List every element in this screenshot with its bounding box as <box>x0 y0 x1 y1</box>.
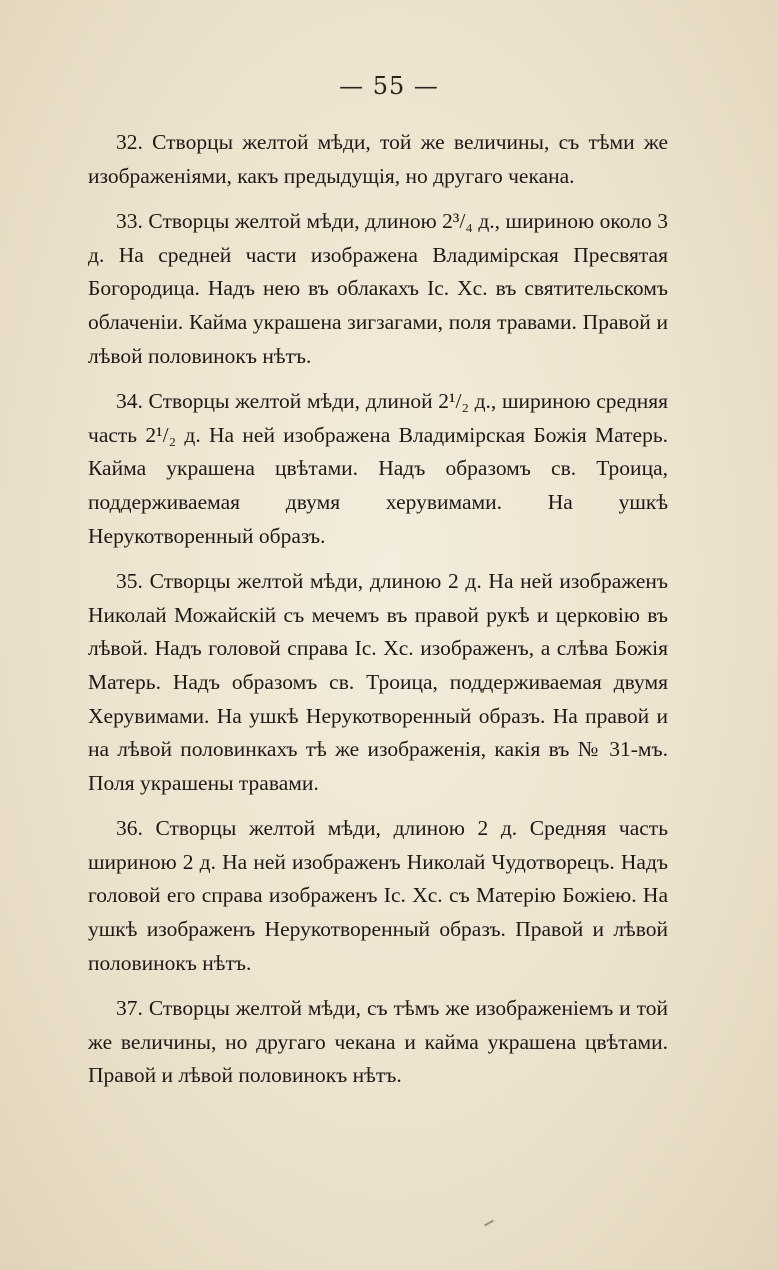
catalog-entry-36 <box>88 812 668 980</box>
paper-speck <box>484 1220 494 1227</box>
catalog-entries <box>88 126 668 1093</box>
entry-text: Створцы желтой мѣди, длиною 2 д. Средняя часть шириною 2 д. На ней изображенъ Николай Чудотворецъ. Надъ головой его справа изображенъ Іс. Хс. съ Матерію Божіею. На ушкѣ изображенъ Нерукотворенный образъ. Правой и лѣвой половинокъ нѣтъ. <box>88 816 669 975</box>
entry-text: Створцы желтой мѣди, съ тѣмъ же изображеніемъ и той же величины, но другаго чекана и кайма украшена цвѣтами. Правой и лѣвой половинокъ нѣтъ. <box>88 996 669 1088</box>
catalog-entry-32 <box>88 126 668 193</box>
entry-text: Створцы желтой мѣди, длиною 2³/₄ д., шириною около 3 д. На средней части изображена Владимірская Пресвятая Богородица. Надъ нею въ облакахъ Іс. Хс. въ святительскомъ облаченіи. Кайма украшена зигзагами, поля травами. Правой и лѣвой половинокъ нѣтъ. <box>88 209 669 368</box>
entry-number: 33. <box>116 209 143 234</box>
entry-text: Створцы желтой мѣди, длиной 2¹/₂ д., шириною средняя часть 2¹/₂ д. На ней изображена Владимірская Божія Матерь. Кайма украшена цвѣтами. Надъ образомъ св. Троица, поддерживаемая двумя херувимами. На ушкѣ Нерукотворенный образъ. <box>88 389 669 548</box>
entry-number: 37. <box>116 996 143 1021</box>
catalog-entry-35 <box>88 565 668 800</box>
entry-number: 36. <box>116 816 143 841</box>
catalog-entry-37 <box>88 992 668 1093</box>
entry-text: Створцы желтой мѣди, той же величины, съ тѣми же изображеніями, какъ предыдущія, но другаго чекана. <box>88 130 669 188</box>
page-number: — 55 — <box>339 72 439 100</box>
catalog-entry-34 <box>88 385 668 553</box>
entry-number: 34. <box>116 389 143 414</box>
entry-number: 35. <box>116 569 143 594</box>
entry-number: 32. <box>116 130 143 154</box>
catalog-entry-33 <box>88 205 668 373</box>
entry-text: Створцы желтой мѣди, длиною 2 д. На ней изображенъ Николай Можайскій съ мечемъ въ правой рукѣ и церковію въ лѣвой. Надъ головой справа Іс. Хс. изображенъ, а слѣва Божія Матерь. Надъ образомъ св. Троица, поддерживаемая двумя Херувимами. На ушкѣ Нерукотворенный образъ. На правой и на лѣвой половинкахъ тѣ же изображенія, какія въ № 31-мъ. Поля украшены травами. <box>88 569 668 795</box>
